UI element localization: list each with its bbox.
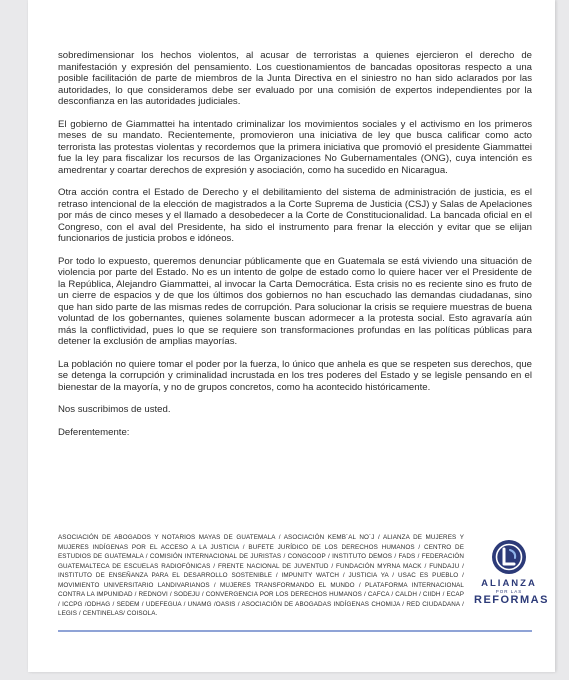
closing-line: Nos suscribimos de usted. <box>58 404 171 415</box>
signatories-list: ASOCIACIÓN DE ABOGADOS Y NOTARIOS MAYAS DE GUATEMALA / ASOCIACIÓN KEMB´AL NO´J / ALIANZA DE MUJERES Y MUJERES INDÍGENAS POR EL ACCESO A LA JUSTICIA / BUFETE JURÍDICO DE LOS DERECHOS HUMANOS / CENTRO DE ESTUDIOS DE GUATEMALA / COMISIÓN INTERNACIONAL DE JURISTAS / CONGCOOP / INSTITUTO DEMOS / FADS / FEDERACIÓN GUATEMALTECA DE ESCUELAS RADIOFÓNICAS / FRENTE NACIONAL DE JUVENTUD / FUNDACIÓN MYRNA MACK / FUNDAJU / INSTITUTO DE ENSEÑANZA PARA EL DESARROLLO SOSTENIBLE / IMPUNITY WATCH / JUSTICIA YA / USAC ES PUEBLO / MOVIMIENTO UNIVERSITARIO LANDIVARIANOS / MUJERES TRANSFORMANDO EL MUNDO / PLATAFORMA INTERNACIONAL CONTRA LA IMPUNIDAD / REDNOVI / SODEJU / CONVERGENCIA POR LOS DERECHOS HUMANOS / CAFCA / CALDH / CIIDH / ECAP / ICCPG /ODHAG / SEDEM / UDEFEGUA / UNAMG /OASIS / ASOCIACIÓN DE ABOGADAS INDÍGENAS CHOMIJA / RED CIUDADANA / LEGIS / CENTINELAS/ COISOLA. <box>58 534 464 617</box>
sign-off: Deferentemente: <box>58 426 130 438</box>
alianza-logo <box>474 538 549 620</box>
logo-text-por-las: POR LAS <box>495 589 523 594</box>
paragraph-3: Otra acción contra el Estado de Derecho y el debilitamiento del sistema de administración de justicia, es el retraso intencional de la elección de magistrados a la Corte Suprema de Justicia (CSJ) y Salas de Apelaciones por más de cinco meses y el llamado a desobedecer a la Corte de Constitucionalidad. La bancada oficial en el Congreso, con el aval del Presidente, ha sido el instrumento para frenar la elección y evitar que se elijan funcionarios de justicia probos e idóneos. <box>58 187 532 244</box>
logo-text-reformas: REFORMAS <box>474 594 549 606</box>
footer-divider <box>58 630 532 632</box>
paragraph-1: sobredimensionar los hechos violentos, al acusar de terroristas a quienes ejercieron el derecho de manifestación y expresión del pensamiento. Los cuestionamientos de bancadas opositoras respecto a una posible facilitación de parte de miembros de la Junta Directiva en el siniestro no han sido aclarados por las autoridades, lo que consideramos debe ser evaluado por una comisión de expertos independientes por la desconfianza en las autoridades judiciales. <box>58 50 532 107</box>
paragraph-5: La población no quiere tomar el poder por la fuerza, lo único que anhela es que se respeten sus derechos, que se detenga la corrupción y criminalidad incrustada en los tres poderes del Estado y se legisle pensando en el bienestar de la mayoría, y no de grupos concretos, como ha acontecido históricamente. <box>58 358 532 393</box>
paragraph-2: El gobierno de Giammattei ha intentado criminalizar los movimientos sociales y el activismo en los primeros meses de su mandato. Recientemente, promovieron una iniciativa de ley que busca calificar como acto terrorista las protestas violentas y recordemos que la primera iniciativa que promovió el presidente Giammattei fue la ley para fiscalizar los recursos de las Organizaciones No Gubernamentales (ONG), cuya intención es amedrentar y coartar derechos de expresión y asociación, como ha sucedido en Nicaragua. <box>58 118 532 176</box>
logo-text-alianza: ALIANZA <box>481 578 537 589</box>
alianza-emblem-icon <box>490 538 528 576</box>
paragraph-4: Por todo lo expuesto, queremos denunciar públicamente que en Guatemala se está viviendo una situación de violencia por parte del Estado. No es un intento de golpe de estado como lo quiere hacer ver el Presidente de la República, Alejandro Giammattei, al invocar la Carta Democrática. Esta crisis no es reciente sino es fruto de un cierre de espacios y de que los últimos dos gobiernos no han escuchado las demandas ciudadanas, sino que han sido parte de las mismas redes de corrupción. Para solucionar la crisis se requiere muestras de buena voluntad de los gobernantes, quienes solamente buscan adormecer a la protesta social. Esto agravaría aún más la conflictividad, pues lo que se requiere son transformaciones profundas en las políticas públicas para detener la exclusión de amplias mayorías. <box>58 255 532 347</box>
letter-body <box>58 50 532 449</box>
document-page <box>28 0 555 672</box>
